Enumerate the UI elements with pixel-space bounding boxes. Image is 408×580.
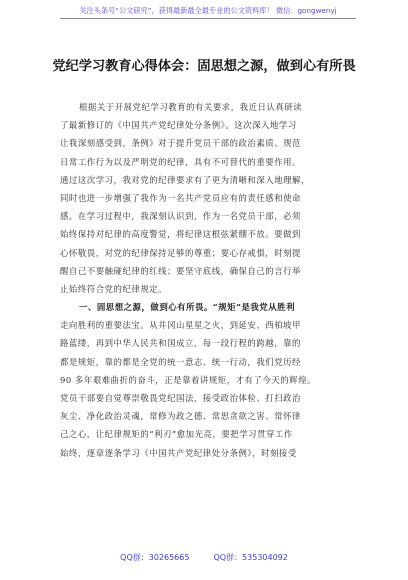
body-line: 日常工作行为以及严明党的纪律，具有不可替代的重要作用。 <box>60 156 301 167</box>
footer-contact <box>0 552 408 564</box>
body-line: 了最新修订的《中国共产党纪律处分条例》。这次深入地学习 <box>60 120 297 131</box>
document-title: 党纪学习教育心得体会：固思想之源，做到心有所畏 <box>52 59 356 74</box>
header-banner: 关注头条号“公文研究”，获得最新最全最专业的公文资料库！ 微信：gongwenyj <box>79 6 337 15</box>
body-line: 走向胜利的重要法宝。从井冈山星星之火，到延安、西柏坡甲 <box>60 320 301 331</box>
document-body <box>60 98 352 462</box>
body-line: 心怀敬畏，对党的纪律保持足够的尊重；要心存戒惧，时刻提 <box>60 247 301 258</box>
body-line: 让我深刻感受到，条例》对于提升党员干部的政治素质、规范 <box>60 138 301 149</box>
body-line: 醒自己不要触碰纪律的红线；要坚守底线，确保自己的言行举 <box>60 265 301 276</box>
body-line: 都是规矩，靠的都是全党的统一意志、统一行动，我们党历经 <box>60 356 301 367</box>
body-line: 灰尘、净化政治灵魂，常修为政之德、常思贪欲之害、常怀律 <box>60 411 301 422</box>
body-line: 始终，逐章逐条学习《中国共产党纪律处分条例》，时刻接受 <box>60 447 297 458</box>
body-line: 止始终符合党的纪律规定。 <box>60 283 168 294</box>
footer-qq-group-2: QQ群：535304092 <box>213 553 288 562</box>
body-line: 路蓝缕，再到中华人民共和国成立，每一段行程的跨越，靠的 <box>60 338 301 349</box>
header-divider <box>60 18 356 19</box>
body-line: 根据关于开展党纪学习教育的有关要求，我近日认真研读 <box>79 102 303 112</box>
section-heading-line: 一、固思想之源，做到心有所畏。“规矩”是我党从胜利 <box>79 302 296 313</box>
footer-qq-group-1: QQ群：30265665 <box>120 553 190 562</box>
body-line: 同时也进一步增强了我作为一名共产党员应有的责任感和使命 <box>60 192 301 203</box>
body-line: 90 多年艰难曲折的奋斗，正是靠着讲规矩，才有了今天的辉煌。 <box>60 374 316 385</box>
body-line: 党员干部要自觉尊崇敬畏党纪国法，接受政治体检、打扫政治 <box>60 393 301 403</box>
body-line: 通过这次学习，我对党的纪律要求有了更为清晰和深入地理解， <box>60 174 310 185</box>
body-line: 感。在学习过程中，我深刻认识到，作为一名党员干部，必须 <box>60 211 301 222</box>
body-line: 始终保持对纪律的高度警觉，将纪律这根弦紧绷不放。要做到 <box>60 229 301 240</box>
body-line: 己之心，让纪律规矩的“利刃”愈加光亮，要把学习贯穿工作 <box>60 429 293 440</box>
